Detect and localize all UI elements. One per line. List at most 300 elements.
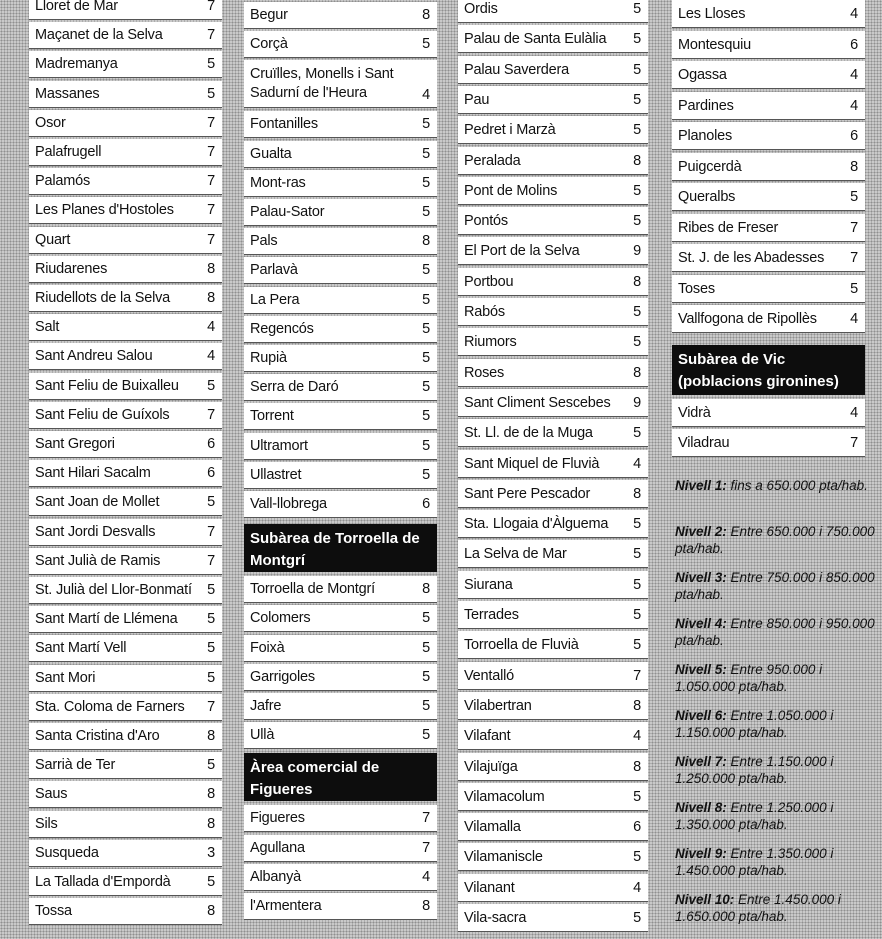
level-value: 5 bbox=[422, 610, 430, 626]
municipality-name: Torroella de Fluvià bbox=[464, 636, 579, 653]
municipality-row bbox=[244, 345, 437, 372]
municipality-name: Sant Jordi Desvalls bbox=[35, 524, 156, 540]
municipality-name: Vilamaniscle bbox=[464, 848, 543, 865]
municipality-name: Maçanet de la Selva bbox=[35, 27, 163, 43]
municipality-row bbox=[244, 893, 437, 920]
municipality-row bbox=[672, 0, 865, 28]
municipality-name: Sant Mori bbox=[35, 670, 96, 686]
municipality-row bbox=[458, 56, 648, 84]
municipality-row bbox=[672, 92, 865, 120]
legend-level-range: Entre 1.350.000 i 1.450.000 pta/hab. bbox=[675, 846, 834, 878]
municipality-name: Pau bbox=[464, 91, 490, 108]
municipality-row bbox=[672, 399, 865, 427]
level-value: 4 bbox=[850, 5, 858, 22]
municipality-name: Palau de Santa Eulàlia bbox=[464, 30, 607, 47]
municipality-name: Planoles bbox=[678, 127, 733, 144]
municipality-name: Torroella de Montgrí bbox=[250, 581, 375, 597]
level-value: 4 bbox=[633, 727, 641, 744]
level-value: 8 bbox=[207, 290, 215, 306]
municipality-row bbox=[244, 111, 437, 138]
municipality-row bbox=[244, 199, 437, 226]
level-value: 7 bbox=[422, 840, 430, 856]
level-value: 5 bbox=[633, 909, 641, 926]
municipality-name: Sta. Coloma de Farners bbox=[35, 699, 185, 715]
municipality-row bbox=[29, 197, 222, 224]
municipality-name: Jafre bbox=[250, 698, 282, 714]
level-value: 5 bbox=[207, 378, 215, 394]
municipality-name: Les Lloses bbox=[678, 5, 746, 22]
legend-level-range: Entre 1.150.000 i 1.250.000 pta/hab. bbox=[675, 754, 834, 786]
municipality-name: Ogassa bbox=[678, 66, 727, 83]
level-value: 5 bbox=[633, 61, 641, 78]
municipality-name: Serra de Daró bbox=[250, 379, 339, 395]
municipality-name: Terrades bbox=[464, 606, 519, 623]
level-value: 4 bbox=[422, 87, 430, 103]
municipality-name: Riudellots de la Selva bbox=[35, 290, 171, 306]
municipality-name: Ullà bbox=[250, 727, 275, 743]
municipality-name: Lloret de Mar bbox=[35, 0, 118, 14]
level-value: 5 bbox=[633, 606, 641, 623]
municipality-name: Albanyà bbox=[250, 869, 301, 885]
legend-level-label: Nivell 6: bbox=[675, 708, 727, 723]
level-value: 5 bbox=[422, 36, 430, 52]
level-value: 7 bbox=[207, 553, 215, 569]
municipality-name: Riumors bbox=[464, 333, 517, 350]
municipality-row bbox=[244, 693, 437, 720]
level-value: 5 bbox=[422, 204, 430, 220]
municipality-row bbox=[672, 429, 865, 457]
municipality-row bbox=[244, 60, 437, 108]
municipality-name: Gualta bbox=[250, 146, 292, 162]
municipality-row bbox=[244, 2, 437, 29]
municipality-name: Vilajuïga bbox=[464, 758, 518, 775]
legend-item bbox=[675, 799, 875, 833]
municipality-row bbox=[29, 81, 222, 108]
municipality-row bbox=[244, 576, 437, 603]
level-value: 7 bbox=[207, 232, 215, 248]
municipality-row bbox=[29, 373, 222, 400]
municipality-name: Ullastret bbox=[250, 467, 302, 483]
municipality-name: Sant Hilari Sacalm bbox=[35, 465, 151, 481]
municipality-name: La Selva de Mar bbox=[464, 545, 567, 562]
level-value: 8 bbox=[207, 786, 215, 802]
municipality-row bbox=[29, 606, 222, 633]
column-1 bbox=[29, 0, 222, 939]
municipality-row bbox=[458, 510, 648, 538]
level-value: 5 bbox=[633, 333, 641, 350]
level-value: 4 bbox=[850, 310, 858, 327]
legend-level-range: Entre 950.000 i 1.050.000 pta/hab. bbox=[675, 662, 823, 694]
level-value: 4 bbox=[633, 879, 641, 896]
municipality-row bbox=[458, 631, 648, 659]
municipality-row bbox=[458, 328, 648, 356]
level-value: 4 bbox=[850, 66, 858, 83]
level-value: 5 bbox=[633, 303, 641, 320]
municipality-row bbox=[458, 571, 648, 599]
municipality-row bbox=[458, 268, 648, 296]
municipality-name: Vilanant bbox=[464, 879, 515, 896]
subarea-header bbox=[244, 524, 437, 572]
level-value: 5 bbox=[422, 321, 430, 337]
level-value: 5 bbox=[422, 640, 430, 656]
municipality-name: Sant Climent Sescebes bbox=[464, 394, 611, 411]
municipality-name: Figueres bbox=[250, 810, 305, 826]
municipality-row bbox=[29, 110, 222, 137]
level-value: 7 bbox=[850, 434, 858, 451]
municipality-name: Sarrià de Ter bbox=[35, 757, 116, 773]
level-value: 5 bbox=[422, 698, 430, 714]
municipality-row bbox=[29, 0, 222, 20]
legend-level-label: Nivell 7: bbox=[675, 754, 727, 769]
level-value: 8 bbox=[207, 261, 215, 277]
municipality-row bbox=[458, 25, 648, 53]
level-value: 5 bbox=[633, 848, 641, 865]
municipality-row bbox=[29, 869, 222, 896]
municipality-name: Portbou bbox=[464, 273, 514, 290]
municipality-name: Queralbs bbox=[678, 188, 736, 205]
level-value: 7 bbox=[207, 115, 215, 131]
municipality-row bbox=[458, 480, 648, 508]
municipality-name: Pals bbox=[250, 233, 278, 249]
municipality-name: Pontós bbox=[464, 212, 508, 229]
municipality-name: Vallfogona de Ripollès bbox=[678, 310, 817, 327]
level-value: 5 bbox=[422, 262, 430, 278]
municipality-row bbox=[244, 491, 437, 518]
municipality-row bbox=[458, 359, 648, 387]
municipality-name: Palafrugell bbox=[35, 144, 102, 160]
municipality-row bbox=[458, 389, 648, 417]
column-3 bbox=[458, 0, 648, 939]
municipality-row bbox=[244, 141, 437, 168]
legend-level-label: Nivell 8: bbox=[675, 800, 727, 815]
municipality-name: Vilafant bbox=[464, 727, 511, 744]
municipality-row bbox=[29, 51, 222, 78]
municipality-name: Sant Miquel de Fluvià bbox=[464, 455, 600, 472]
municipality-row bbox=[458, 874, 648, 902]
legend-level-range: Entre 850.000 i 950.000 pta/hab. bbox=[675, 616, 875, 648]
municipality-name: Massanes bbox=[35, 86, 100, 102]
legend-level-range: Entre 650.000 i 750.000 pta/hab. bbox=[675, 524, 875, 556]
municipality-name: Begur bbox=[250, 7, 288, 23]
level-value: 8 bbox=[207, 728, 215, 744]
municipality-row bbox=[29, 548, 222, 575]
municipality-row bbox=[672, 214, 865, 242]
level-value: 5 bbox=[850, 280, 858, 297]
municipality-name: Madremanya bbox=[35, 56, 118, 72]
municipality-name: Pont de Molins bbox=[464, 182, 558, 199]
legend-level-range: Entre 750.000 i 850.000 pta/hab. bbox=[675, 570, 875, 602]
municipality-name: Tossa bbox=[35, 903, 72, 919]
municipality-name: Santa Cristina d'Aro bbox=[35, 728, 160, 744]
municipality-name: Sant Julià de Ramis bbox=[35, 553, 161, 569]
municipality-row bbox=[29, 723, 222, 750]
municipality-row bbox=[29, 665, 222, 692]
legend-level-label: Nivell 1: bbox=[675, 478, 727, 493]
level-value: 7 bbox=[207, 407, 215, 423]
level-value: 5 bbox=[422, 116, 430, 132]
subarea-header-line1: Subàrea de Vic bbox=[678, 351, 786, 368]
level-value: 5 bbox=[207, 611, 215, 627]
municipality-name: St. Julià del Llor-Bonmatí bbox=[35, 582, 192, 598]
legend-level-range: Entre 1.250.000 i 1.350.000 pta/hab. bbox=[675, 800, 834, 832]
municipality-name: Sant Pere Pescador bbox=[464, 485, 591, 502]
municipality-row bbox=[458, 177, 648, 205]
legend-level-range: Entre 1.050.000 i 1.150.000 pta/hab. bbox=[675, 708, 834, 740]
level-value: 4 bbox=[207, 319, 215, 335]
level-value: 6 bbox=[850, 36, 858, 53]
level-value: 4 bbox=[850, 97, 858, 114]
municipality-row bbox=[244, 805, 437, 832]
level-value: 5 bbox=[633, 636, 641, 653]
level-value: 8 bbox=[633, 758, 641, 775]
municipality-name: La Tallada d'Empordà bbox=[35, 874, 171, 890]
legend-item bbox=[675, 753, 875, 787]
level-value: 5 bbox=[207, 874, 215, 890]
municipality-row bbox=[29, 752, 222, 779]
level-value: 8 bbox=[422, 581, 430, 597]
level-value: 5 bbox=[633, 515, 641, 532]
level-value: 4 bbox=[633, 455, 641, 472]
municipality-row bbox=[458, 0, 648, 23]
municipality-name: Viladrau bbox=[678, 434, 730, 451]
municipality-name: Osor bbox=[35, 115, 66, 131]
municipality-row bbox=[458, 116, 648, 144]
municipality-name: Palamós bbox=[35, 173, 91, 189]
municipality-row bbox=[458, 147, 648, 175]
level-value: 8 bbox=[207, 816, 215, 832]
level-value: 8 bbox=[633, 364, 641, 381]
municipality-name: Agullana bbox=[250, 840, 305, 856]
municipality-name: Parlavà bbox=[250, 262, 298, 278]
municipality-row bbox=[458, 692, 648, 720]
level-value: 5 bbox=[207, 494, 215, 510]
level-value: 7 bbox=[207, 202, 215, 218]
municipality-row bbox=[458, 540, 648, 568]
level-value: 5 bbox=[633, 121, 641, 138]
legend-item bbox=[675, 891, 875, 925]
municipality-name: Sant Joan de Mollet bbox=[35, 494, 160, 510]
municipality-name: La Pera bbox=[250, 292, 300, 308]
municipality-name: Ventalló bbox=[464, 667, 514, 684]
level-value: 5 bbox=[850, 188, 858, 205]
municipality-row bbox=[29, 22, 222, 49]
municipality-row bbox=[458, 783, 648, 811]
municipality-name: Quart bbox=[35, 232, 71, 248]
municipality-row bbox=[29, 460, 222, 487]
municipality-name: Saus bbox=[35, 786, 68, 802]
legend-item bbox=[675, 477, 875, 494]
municipality-name: l'Armentera bbox=[250, 898, 322, 914]
level-value: 5 bbox=[422, 379, 430, 395]
level-value: 7 bbox=[207, 699, 215, 715]
municipality-name: Foixà bbox=[250, 640, 285, 656]
municipality-name: Ordis bbox=[464, 0, 498, 17]
level-value: 8 bbox=[207, 903, 215, 919]
income-level-legend bbox=[675, 477, 875, 937]
municipality-row bbox=[29, 256, 222, 283]
level-value: 8 bbox=[422, 7, 430, 23]
municipality-name: Salt bbox=[35, 319, 60, 335]
level-value: 5 bbox=[422, 408, 430, 424]
municipality-row bbox=[29, 168, 222, 195]
municipality-name: Corçà bbox=[250, 36, 288, 52]
municipality-row bbox=[244, 664, 437, 691]
level-value: 5 bbox=[633, 182, 641, 199]
level-value: 5 bbox=[422, 669, 430, 685]
municipality-name: Toses bbox=[678, 280, 715, 297]
municipality-row bbox=[29, 343, 222, 370]
level-value: 5 bbox=[422, 467, 430, 483]
legend-level-label: Nivell 3: bbox=[675, 570, 727, 585]
municipality-row bbox=[29, 285, 222, 312]
municipality-row bbox=[244, 605, 437, 632]
municipality-name: Ribes de Freser bbox=[678, 219, 779, 236]
municipality-name: Mont-ras bbox=[250, 175, 306, 191]
municipality-name-line2: Sadurní de l'Heura bbox=[250, 85, 367, 101]
municipality-name: Sant Feliu de Guíxols bbox=[35, 407, 170, 423]
municipality-name: Rupià bbox=[250, 350, 287, 366]
municipality-row bbox=[244, 864, 437, 891]
municipality-name: Sant Gregori bbox=[35, 436, 115, 452]
subarea-header-line2: (poblacions gironines) bbox=[678, 373, 839, 390]
municipality-name: Palau Saverdera bbox=[464, 61, 570, 78]
subarea-header bbox=[244, 753, 437, 801]
municipality-name: Fontanilles bbox=[250, 116, 318, 132]
level-value: 4 bbox=[207, 348, 215, 364]
municipality-name: Riudarenes bbox=[35, 261, 108, 277]
municipality-name: Vidrà bbox=[678, 404, 711, 421]
municipality-row bbox=[672, 153, 865, 181]
municipality-name: Garrigoles bbox=[250, 669, 315, 685]
legend-item bbox=[675, 707, 875, 741]
legend-item bbox=[675, 523, 875, 557]
subarea-header-line2: Montgrí bbox=[250, 552, 305, 569]
legend-item bbox=[675, 615, 875, 649]
legend-level-label: Nivell 9: bbox=[675, 846, 727, 861]
level-value: 5 bbox=[207, 582, 215, 598]
level-value: 5 bbox=[422, 438, 430, 454]
municipality-row bbox=[458, 722, 648, 750]
municipality-name: Vilabertran bbox=[464, 697, 532, 714]
municipality-row bbox=[458, 298, 648, 326]
level-value: 5 bbox=[207, 86, 215, 102]
municipality-row bbox=[29, 811, 222, 838]
legend-item bbox=[675, 569, 875, 603]
level-value: 5 bbox=[633, 91, 641, 108]
municipality-name: Sant Feliu de Buixalleu bbox=[35, 378, 179, 394]
municipality-row bbox=[29, 635, 222, 662]
municipality-row bbox=[244, 257, 437, 284]
municipality-row bbox=[244, 433, 437, 460]
municipality-row bbox=[29, 694, 222, 721]
municipality-row bbox=[244, 170, 437, 197]
municipality-row bbox=[29, 402, 222, 429]
level-value: 5 bbox=[633, 0, 641, 17]
level-value: 5 bbox=[422, 175, 430, 191]
municipality-name: Sant Andreu Salou bbox=[35, 348, 153, 364]
level-value: 5 bbox=[207, 670, 215, 686]
level-value: 6 bbox=[850, 127, 858, 144]
level-value: 4 bbox=[850, 404, 858, 421]
level-value: 5 bbox=[422, 146, 430, 162]
municipality-row bbox=[458, 662, 648, 690]
level-value: 7 bbox=[207, 144, 215, 160]
municipality-row bbox=[458, 207, 648, 235]
municipality-row bbox=[244, 835, 437, 862]
level-value: 5 bbox=[633, 545, 641, 562]
municipality-row bbox=[458, 753, 648, 781]
legend-item bbox=[675, 845, 875, 879]
level-value: 8 bbox=[422, 898, 430, 914]
municipality-name: Sant Martí Vell bbox=[35, 640, 127, 656]
legend-item bbox=[675, 661, 875, 695]
level-value: 5 bbox=[422, 350, 430, 366]
municipality-name: Pedret i Marzà bbox=[464, 121, 556, 138]
level-value: 6 bbox=[633, 818, 641, 835]
subarea-header-line2: Figueres bbox=[250, 781, 313, 798]
level-value: 5 bbox=[633, 212, 641, 229]
level-value: 7 bbox=[850, 219, 858, 236]
municipality-name: Vall-llobrega bbox=[250, 496, 327, 512]
subarea-header-line1: Subàrea de Torroella de bbox=[250, 530, 420, 547]
municipality-name-line1: Cruïlles, Monells i Sant bbox=[250, 66, 394, 82]
legend-level-label: Nivell 10: bbox=[675, 892, 735, 907]
level-value: 3 bbox=[207, 845, 215, 861]
municipality-row bbox=[29, 431, 222, 458]
municipality-row bbox=[29, 840, 222, 867]
column-2 bbox=[244, 0, 437, 939]
municipality-name: Roses bbox=[464, 364, 505, 381]
level-value: 5 bbox=[633, 30, 641, 47]
subarea-header bbox=[672, 345, 865, 395]
municipality-row bbox=[244, 374, 437, 401]
municipality-row bbox=[672, 183, 865, 211]
municipality-name: El Port de la Selva bbox=[464, 242, 580, 259]
municipality-name: Colomers bbox=[250, 610, 311, 626]
level-value: 8 bbox=[633, 152, 641, 169]
municipality-name: Palau-Sator bbox=[250, 204, 325, 220]
subarea-header-line1: Àrea comercial de bbox=[250, 759, 380, 776]
municipality-name: Sta. Llogaia d'Àlguema bbox=[464, 515, 609, 532]
municipality-row bbox=[29, 314, 222, 341]
municipality-row bbox=[29, 489, 222, 516]
level-value: 5 bbox=[422, 292, 430, 308]
level-value: 8 bbox=[633, 273, 641, 290]
municipality-row bbox=[244, 316, 437, 343]
level-value: 6 bbox=[207, 436, 215, 452]
municipality-row bbox=[672, 305, 865, 333]
municipality-name: Vila-sacra bbox=[464, 909, 527, 926]
municipality-name: Puigcerdà bbox=[678, 158, 742, 175]
level-value: 7 bbox=[207, 0, 215, 14]
legend-level-label: Nivell 5: bbox=[675, 662, 727, 677]
level-value: 5 bbox=[633, 424, 641, 441]
municipality-row bbox=[244, 228, 437, 255]
level-value: 7 bbox=[207, 27, 215, 43]
municipality-name: Siurana bbox=[464, 576, 513, 593]
municipality-name: Vilamacolum bbox=[464, 788, 545, 805]
municipality-row bbox=[29, 227, 222, 254]
municipality-name: Vilamalla bbox=[464, 818, 521, 835]
municipality-row bbox=[458, 843, 648, 871]
municipality-row bbox=[672, 61, 865, 89]
municipality-name: Sils bbox=[35, 816, 58, 832]
municipality-row bbox=[244, 722, 437, 749]
municipality-row bbox=[244, 287, 437, 314]
level-value: 5 bbox=[207, 640, 215, 656]
level-value: 7 bbox=[207, 524, 215, 540]
municipality-row bbox=[244, 635, 437, 662]
